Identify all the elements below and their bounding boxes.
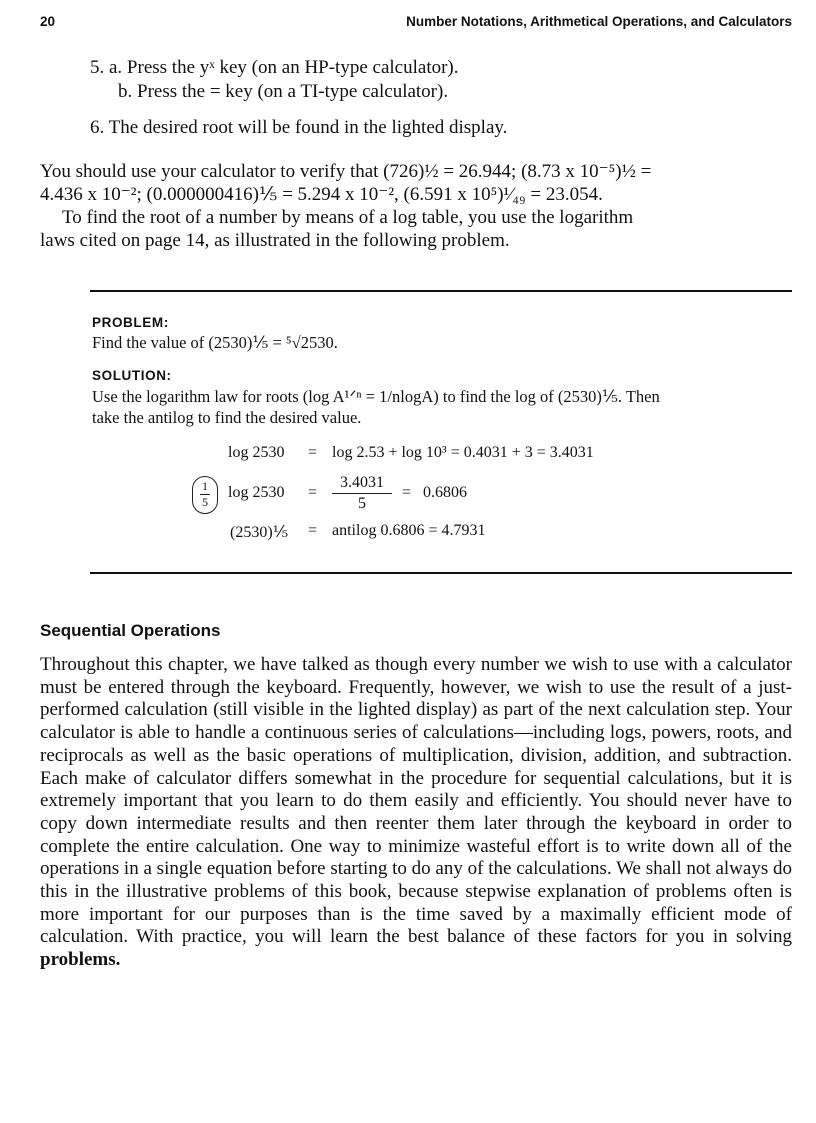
verify-line-1: You should use your calculator to verify that (726)½ = 26.944; (8.73 x 10⁻⁵)½ = [40, 161, 652, 182]
eq1-equals: = [308, 444, 318, 461]
verification-paragraph [40, 160, 792, 252]
instruction-steps [90, 56, 507, 140]
problem-bottom-rule [90, 572, 792, 574]
solution-line-2: take the antilog to find the desired value. [92, 408, 362, 427]
fraction-denominator: 5 [358, 495, 366, 512]
section-last-word: problems. [40, 949, 121, 971]
problem-top-rule [90, 290, 792, 292]
eq3-rhs: antilog 0.6806 = 4.7931 [332, 522, 486, 539]
running-title: Number Notations, Arithmetical Operations, and Calculators [406, 14, 792, 29]
step-6: 6. The desired root will be found in the lighted display. [90, 117, 508, 138]
solution-label: SOLUTION: [92, 368, 172, 383]
page-number: 20 [40, 14, 56, 29]
step-5a: 5. a. Press the yˣ key (on an HP-type calculator). [90, 57, 459, 78]
equation-log [92, 444, 792, 468]
eq2-equals: = [308, 484, 318, 501]
eq2-fraction [332, 474, 392, 513]
equation-antilog [92, 522, 792, 546]
verify-line-2: 4.436 x 10⁻²; (0.000000416)⅕ = 5.294 x 10⁻², (6.591 x 10⁵)¹⁄₄₉ = 23.054. [40, 184, 603, 205]
section-heading: Sequential Operations [40, 621, 221, 640]
solution-text [92, 386, 792, 428]
section-body [40, 654, 792, 972]
equation-divide [92, 474, 792, 522]
problem-text: Find the value of (2530)⅕ = ⁵√2530. [92, 333, 338, 352]
eq1-lhs: log 2530 [228, 444, 285, 461]
eq1-rhs: log 2.53 + log 10³ = 0.4031 + 3 = 3.4031 [332, 444, 594, 461]
log-table-line-1: To find the root of a number by means of a log table, you use the logarithm [62, 207, 634, 228]
factor-numerator: 1 [202, 479, 208, 493]
log-table-line-2: laws cited on page 14, as illustrated in the following problem. [40, 230, 510, 251]
eq2-lhs: log 2530 [228, 484, 285, 501]
factor-denominator: 5 [202, 495, 208, 509]
solution-line-1: Use the logarithm law for roots (log A¹ᐟⁿ = 1/nlogA) to find the log of (2530)⅕. Then [92, 387, 660, 406]
one-fifth-factor [192, 476, 218, 514]
section-body-text: Throughout this chapter, we have talked as though every number we wish to use with a calculator must be entered through the keyboard. Frequently, however, we wish to use the result of a just-performed calculation (still visible in the lighted display) as part of the next calculation step. Your calculator is able to handle a continuous series of calculations—including logs, powers, roots, and reciprocals as well as the basic operations of multiplication, division, addition, and subtraction. Each make of calculator differs somewhat in the procedure for sequential calculations, but it is extremely important that you learn to do them easily and efficiently. You should never have to copy down intermediate results and then reenter them later through the keyboard in order to complete the entire calculation. One way to minimize wasteful effort is to write down all of the operations in a single equation before starting to do any of the calculations. We shall not always do this in the illustrative problems of this book, because stepwise explanation of problems often is more important for our purposes than is the time saved by a maximally efficient mode of calculation. With practice, you will learn the best balance of these factors for you in solving [40, 654, 792, 948]
eq2-result: 0.6806 [423, 484, 467, 501]
step-5b: b. Press the = key (on a TI-type calculator). [118, 81, 449, 102]
eq3-equals: = [308, 522, 318, 539]
fraction-numerator: 3.4031 [332, 474, 392, 494]
eq3-lhs: (2530)⅕ [230, 524, 289, 541]
eq2-equals-2: = [402, 484, 412, 501]
running-header [40, 14, 792, 34]
problem-label: PROBLEM: [92, 315, 169, 330]
